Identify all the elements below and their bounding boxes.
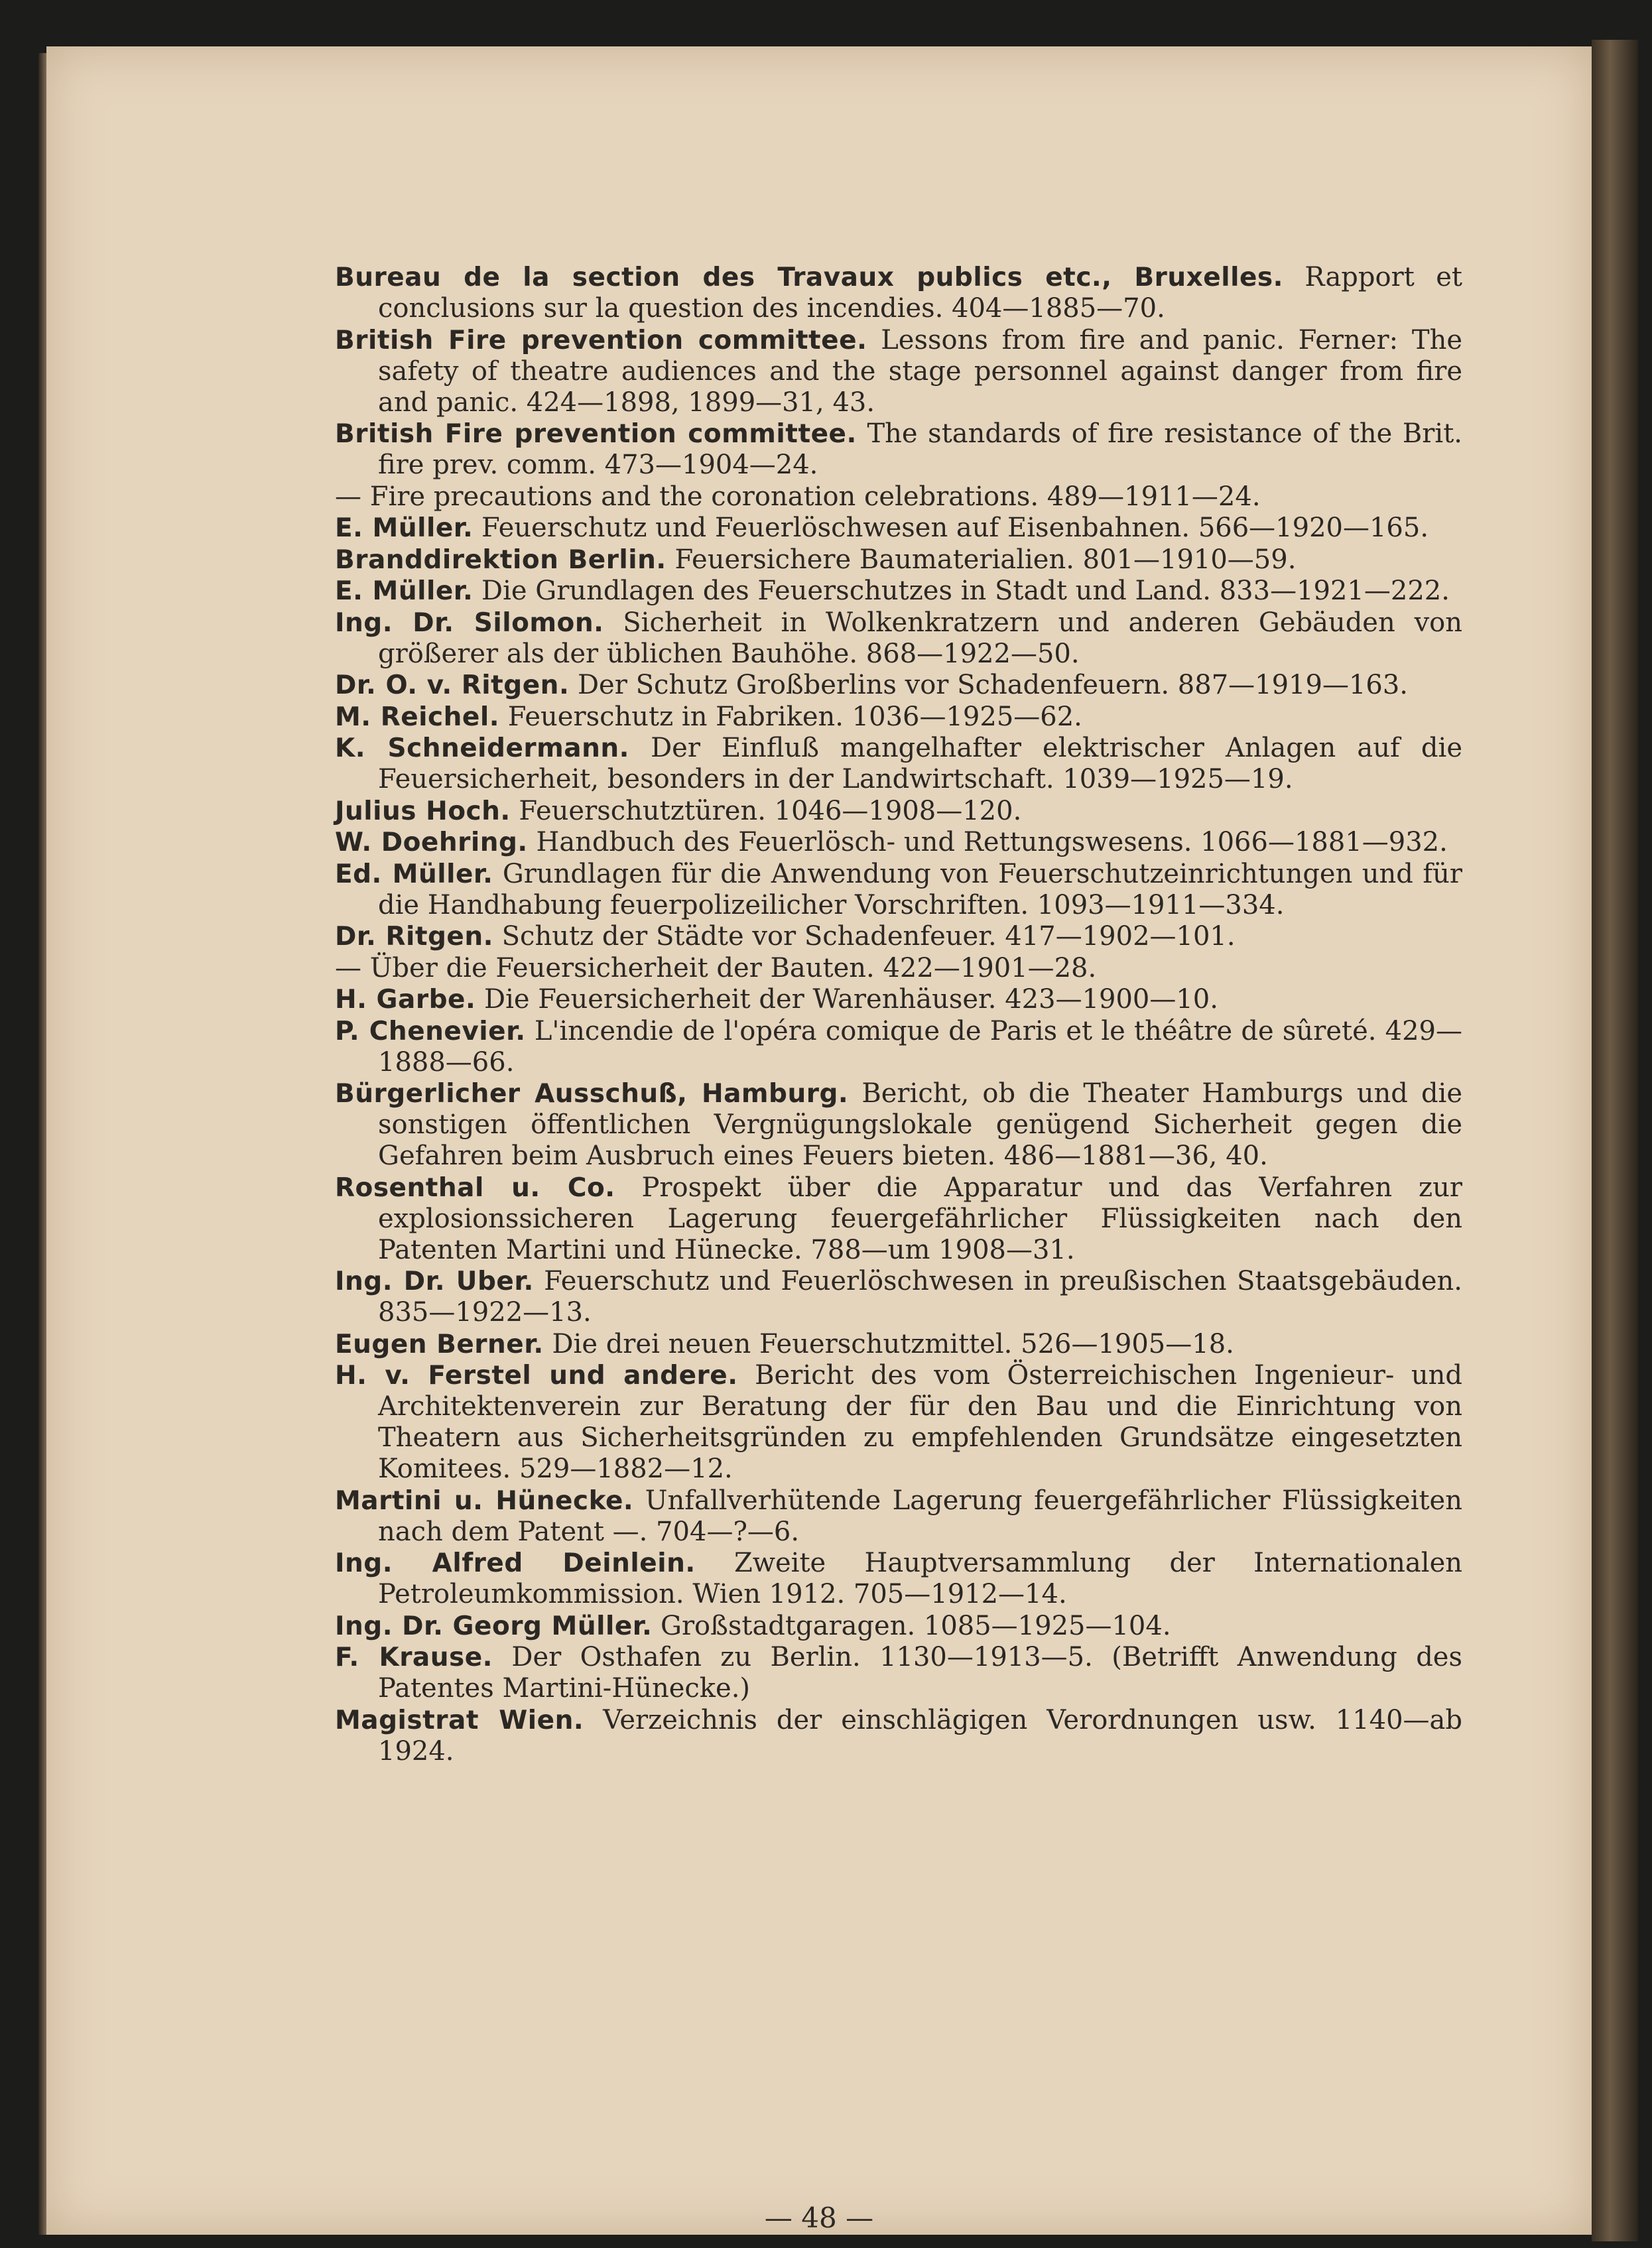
entry-text: L'incendie de l'opéra comique de Paris et le théâtre de sûreté. 429—1888—66. [378,1015,1463,1078]
entry-text: — Fire precautions and the coronation celebrations. 489—1911—24. [335,481,1261,512]
entry-author: Dr. O. v. Ritgen. [335,670,570,700]
entry-text: Die Feuersicherheit der Warenhäuser. 423—1900—10. [484,984,1218,1015]
entry-author: E. Müller. [335,576,474,606]
bibliography-entry [335,827,1462,858]
bibliography-entry [335,733,1462,795]
entry-text: Schutz der Städte vor Schadenfeuer. 417—1902—101. [501,921,1236,952]
bibliography-entry [335,1485,1462,1548]
entry-text: Rapport et conclusions sur la question des incendies. 404—1885—70. [378,262,1462,324]
entry-author: K. Schneidermann. [335,733,629,763]
bibliography-entry [335,984,1462,1015]
bibliography-entry [335,576,1462,607]
entry-text: Feuersichere Baumaterialien. 801—1910—59. [674,544,1297,575]
bibliography-entry [335,262,1462,324]
entry-author: F. Krause. [335,1643,493,1672]
entry-text: Unfallverhütende Lagerung feuergefährlicher Flüssigkeiten nach dem Patent —. 704—?—6. [378,1485,1462,1547]
entry-text: — Über die Feuersicherheit der Bauten. 422—1901—28. [335,952,1097,983]
bibliography-entry [335,1078,1462,1172]
entry-text: Verzeichnis der einschlägigen Verordnungen usw. 1140—ab 1924. [378,1704,1462,1767]
entry-author: Bürgerlicher Ausschuß, Hamburg. [335,1079,849,1109]
entry-author: British Fire prevention committee. [335,325,867,355]
entry-author: Eugen Berner. [335,1329,544,1359]
bibliography-entry [335,1642,1462,1704]
entry-author: Ing. Dr. Georg Müller. [335,1611,653,1641]
bibliography-entry [335,1266,1462,1328]
bibliography-entry [335,921,1462,952]
bibliography-entry [335,1172,1462,1266]
entry-author: H. v. Ferstel und andere. [335,1361,738,1391]
document-page [46,46,1592,2235]
entry-author: P. Chenevier. [335,1016,526,1046]
entry-author: Martini u. Hünecke. [335,1485,634,1516]
entry-text: Der Einfluß mangelhafter elektrischer Anlagen auf die Feuersicherheit, besonders in der Landwirtschaft. 1039—1925—19. [378,733,1463,794]
entry-author: Julius Hoch. [335,796,511,826]
entry-author: Ing. Alfred Deinlein. [335,1548,696,1578]
entry-text: Bericht, ob die Theater Hamburgs und die sonstigen öffentlichen Vergnügungslokale genügend Sicherheit gegen die Gefahren beim Ausbruch eines Feuers bieten. 486—1881—36, 40. [378,1078,1463,1171]
entry-text: Die Grundlagen des Feuerschutzes in Stadt und Land. 833—1921—222. [481,576,1450,606]
entry-author: Ing. Dr. Silomon. [335,607,604,638]
bibliography-entry [335,513,1462,544]
entry-text: Lessons from fire and panic. Ferner: The safety of theatre audiences and the stage personnel against danger from fire and panic. 424—1898, 1899—31, 43. [378,324,1463,418]
bibliography-entry [335,796,1462,827]
book-spine-edge [1592,40,1638,2241]
entry-author: E. Müller. [335,513,474,543]
bibliography-entry [335,859,1462,921]
bibliography-entry [335,1360,1462,1485]
entry-text: Prospekt über die Apparatur und das Verfahren zur explosionssicheren Lagerung feuergefährlicher Flüssigkeiten nach den Patenten Martini und Hünecke. 788—um 1908—31. [378,1172,1463,1265]
bibliography-entry [335,544,1462,576]
page-number: — 48 — [764,2202,874,2234]
entry-text: Grundlagen für die Anwendung von Feuerschutzeinrichtungen und für die Handhabung feuerpolizeilicher Vorschriften. 1093—1911—334. [378,858,1463,920]
entry-text: Feuerschutztüren. 1046—1908—120. [519,795,1022,826]
bibliography-entry [335,702,1462,733]
entry-text: Feuerschutz und Feuerlöschwesen in preußischen Staatsgebäuden. 835—1922—13. [378,1266,1462,1328]
bibliography-entry [335,953,1462,984]
bibliography-entry [335,607,1462,670]
entry-author: Ing. Dr. Uber. [335,1267,534,1296]
bibliography-entry [335,418,1462,481]
entry-text: Feuerschutz und Feuerlöschwesen auf Eisenbahnen. 566—1920—165. [481,513,1429,543]
bibliography-entry [335,1016,1462,1078]
bibliography-list [335,262,1462,1767]
entry-text: Der Osthafen zu Berlin. 1130—1913—5. (Betrifft Anwendung des Patentes Martini-Hünecke.) [378,1642,1462,1704]
entry-text: Die drei neuen Feuerschutzmittel. 526—1905—18. [552,1328,1234,1359]
entry-author: Bureau de la section des Travaux publics etc., Bruxelles. [335,263,1283,292]
entry-text: The standards of fire resistance of the Brit. fire prev. comm. 473—1904—24. [378,418,1463,480]
entry-text: Bericht des vom Österreichischen Ingenieur- und Architektenverein zur Beratung der für den Bau und die Einrichtung von Theatern aus Sicherheitsgründen zu empfehlenden Grundsätze eingesetzten Komitees. 529—1882—12. [378,1360,1463,1484]
entry-author: M. Reichel. [335,702,500,732]
bibliography-entry [335,325,1462,418]
entry-text: Großstadtgaragen. 1085—1925—104. [660,1610,1171,1641]
entry-author: Dr. Ritgen. [335,922,493,952]
entry-author: British Fire prevention committee. [335,419,857,449]
entry-author: H. Garbe. [335,985,476,1015]
entry-text: Sicherheit in Wolkenkratzern und anderen Gebäuden von größerer als der üblichen Bauhöhe. 868—1922—50. [378,607,1463,669]
entry-text: Der Schutz Großberlins vor Schadenfeuern. 887—1919—163. [577,670,1409,700]
bibliography-entry [335,481,1462,513]
bibliography-entry [335,1611,1462,1642]
entry-text: Feuerschutz in Fabriken. 1036—1925—62. [507,701,1082,732]
bibliography-entry [335,1548,1462,1610]
entry-author: Magistrat Wien. [335,1705,584,1735]
bibliography-entry [335,1705,1462,1767]
entry-author: Ed. Müller. [335,859,493,889]
bibliography-entry [335,670,1462,701]
entry-author: Rosenthal u. Co. [335,1172,615,1203]
entry-text: Zweite Hauptversammlung der Internationalen Petroleumkommission. Wien 1912. 705—1912—14. [378,1548,1462,1609]
bibliography-entry [335,1329,1462,1360]
entry-author: Branddirektion Berlin. [335,544,667,575]
entry-author: W. Doehring. [335,828,528,857]
entry-text: Handbuch des Feuerlösch- und Rettungswesens. 1066—1881—932. [536,827,1448,857]
